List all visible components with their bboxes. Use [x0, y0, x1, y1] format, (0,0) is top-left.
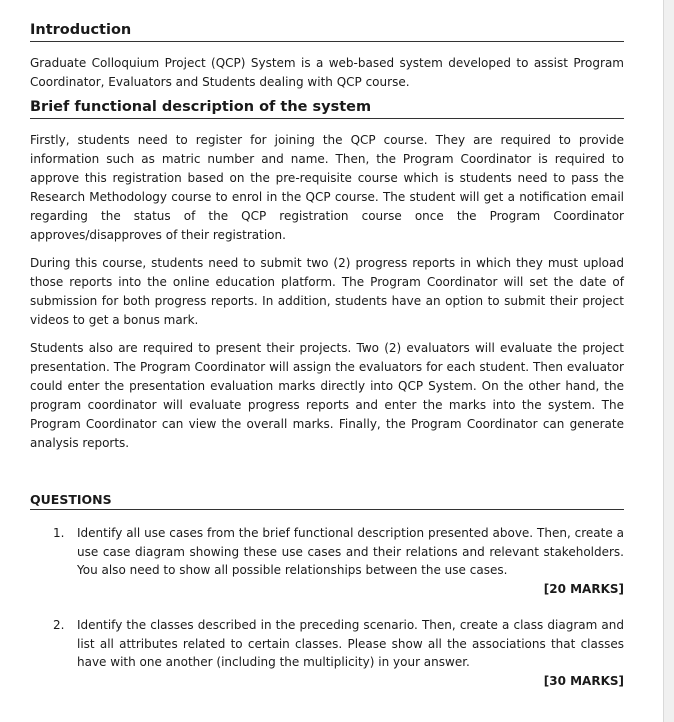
- brief-description-heading: Brief functional description of the system: [30, 99, 624, 119]
- question-item: [53, 616, 624, 690]
- brief-paragraph-registration: Firstly, students need to register for joining the QCP course. They are required to provide information such as matric number and name. Then, the Program Coordinator is required to approve this registration based on the pre-requisite course which is students need to pass the Research Methodology course to enrol in the QCP course. The student will get a notification email regarding the status of the QCP registration course once the Program Coordinator approves/disapproves of their registration.: [30, 133, 624, 242]
- brief-paragraph-progress-reports: During this course, students need to submit two (2) progress reports in which they must upload those reports into the online education platform. The Program Coordinator will set the date of submission for both progress reports. In addition, students have an option to submit their project videos to get a bonus mark.: [30, 256, 624, 327]
- question-marks: [20 MARKS]: [543, 581, 624, 596]
- questions-list: [30, 524, 624, 690]
- scrollbar-track[interactable]: [663, 0, 674, 722]
- question-text: Identify all use cases from the brief functional description presented above. Then, create a use case diagram showing these use cases and their relations and relevant stakeholders. You also need to show all possible relationships between the use cases.: [77, 526, 624, 577]
- document-content: [30, 22, 624, 690]
- introduction-heading: Introduction: [30, 22, 624, 42]
- question-number: 1.: [53, 526, 65, 540]
- introduction-paragraph: Graduate Colloquium Project (QCP) System is a web-based system developed to assist Program Coordinator, Evaluators and Students dealing with QCP course.: [30, 56, 624, 89]
- question-number: 2.: [53, 618, 65, 632]
- question-text: Identify the classes described in the preceding scenario. Then, create a class diagram and list all attributes related to certain classes. Please show all the associations that classes have with one another (including the multiplicity) in your answer.: [77, 618, 624, 669]
- question-item: [53, 524, 624, 598]
- question-marks: [30 MARKS]: [543, 673, 624, 688]
- questions-heading: QUESTIONS: [30, 492, 624, 510]
- brief-paragraph-presentation: Students also are required to present their projects. Two (2) evaluators will evaluate the project presentation. The Program Coordinator will assign the evaluators for each student. Then evaluator could enter the presentation evaluation marks directly into QCP System. On the other hand, the program coordinator will evaluate progress reports and enter the marks into the system. The Program Coordinator can view the overall marks. Finally, the Program Coordinator can generate analysis reports.: [30, 341, 624, 450]
